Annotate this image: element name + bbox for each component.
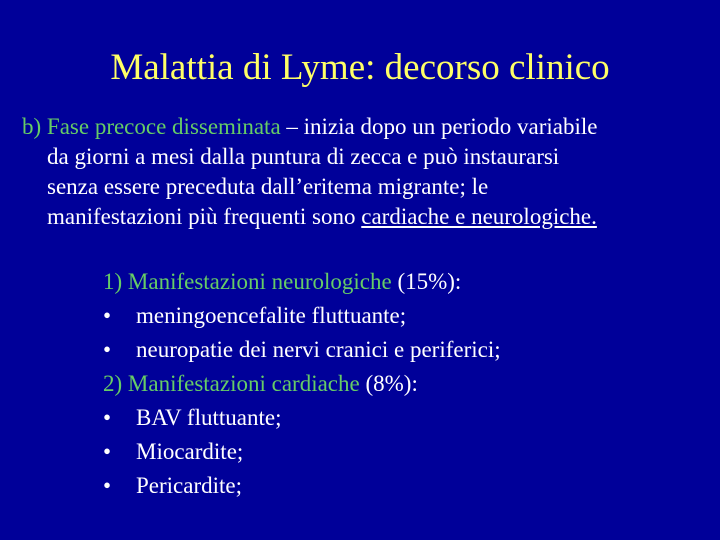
list-item-text: neuropatie dei nervi cranici e periferici; — [136, 337, 501, 362]
list-item — [103, 401, 720, 435]
intro-paragraph — [22, 112, 720, 232]
group-heading-cardio — [103, 367, 720, 401]
intro-line-1 — [22, 112, 720, 142]
list-item — [103, 469, 720, 503]
list-item-text: meningoencefalite fluttuante; — [136, 303, 407, 328]
list-item-text: Pericardite; — [136, 473, 243, 498]
intro-line-1-text: – inizia dopo un periodo variabile — [280, 114, 598, 139]
group-pct-neuro: (15%): — [391, 269, 462, 294]
group-pct-cardio: (8%): — [359, 371, 418, 396]
group-heading-neuro — [103, 265, 720, 299]
phase-label: b) Fase precoce disseminata — [22, 114, 281, 139]
intro-line-3: senza essere preceduta dall’eritema migrante; le — [47, 174, 489, 199]
list-item-text: Miocardite; — [136, 439, 244, 464]
bullet-icon: • — [103, 473, 112, 498]
group-label-neuro: 1) Manifestazioni neurologiche — [103, 269, 392, 294]
intro-line-4-text: manifestazioni più frequenti sono — [47, 204, 362, 229]
bullet-icon: • — [103, 405, 112, 430]
bullet-icon: • — [103, 303, 112, 328]
list-item — [103, 333, 720, 367]
intro-line-2: da giorni a mesi dalla puntura di zecca e può instaurarsi — [47, 144, 560, 169]
underlined-text: cardiache e neurologiche. — [361, 204, 597, 229]
group-label-cardio: 2) Manifestazioni cardiache — [103, 371, 360, 396]
intro-line-4 — [22, 202, 720, 232]
manifestations-list — [103, 265, 720, 503]
slide-title: Malattia di Lyme: decorso clinico — [110, 47, 610, 88]
bullet-icon: • — [103, 337, 112, 362]
list-item — [103, 299, 720, 333]
list-item — [103, 435, 720, 469]
bullet-icon: • — [103, 439, 112, 464]
list-item-text: BAV fluttuante; — [136, 405, 282, 430]
